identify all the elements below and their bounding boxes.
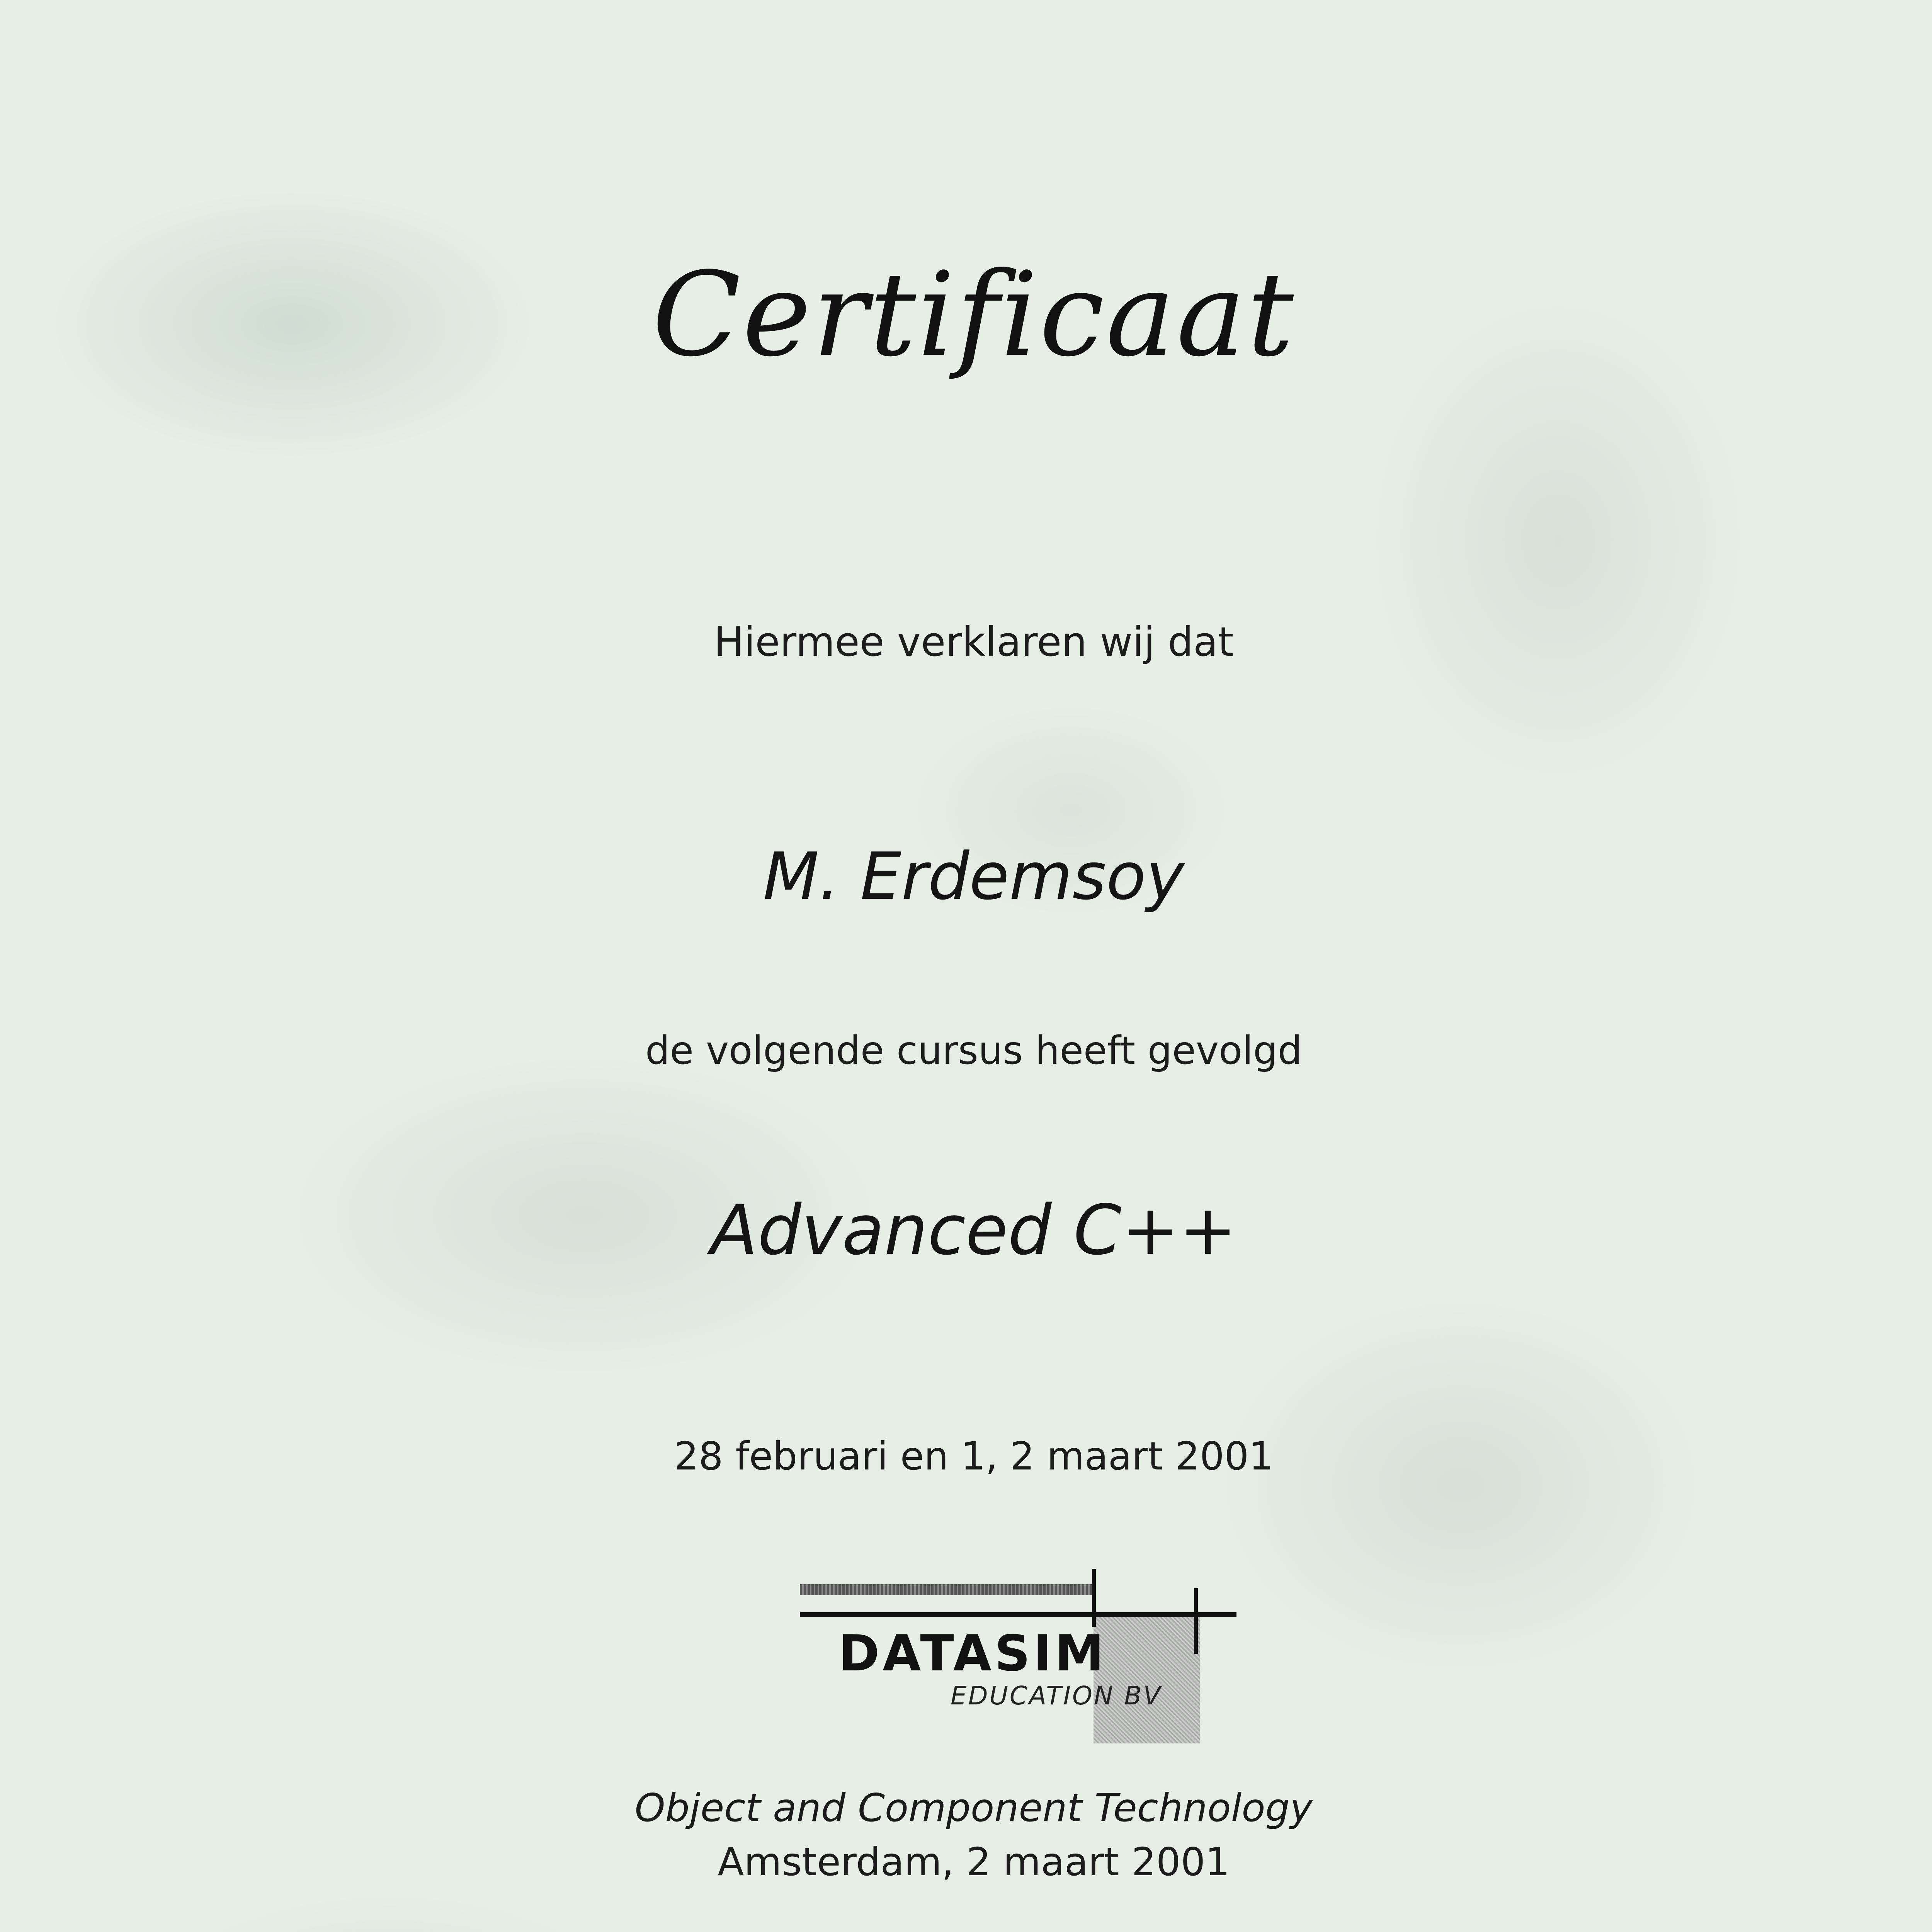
course-followed-text: de volgende cursus heeft gevolgd bbox=[645, 1028, 1302, 1073]
place-and-date: Amsterdam, 2 maart 2001 bbox=[718, 1839, 1230, 1884]
course-dates: 28 februari en 1, 2 maart 2001 bbox=[674, 1434, 1274, 1479]
logo-rule bbox=[800, 1612, 1236, 1617]
datasim-logo bbox=[800, 1561, 1248, 1723]
logo-subtitle: EDUCATION BV bbox=[951, 1681, 1162, 1711]
logo-tick bbox=[1194, 1588, 1198, 1654]
logo-tick bbox=[1092, 1569, 1096, 1627]
certificate-title: Certificaat bbox=[652, 247, 1296, 382]
intro-text: Hiermee verklaren wij dat bbox=[714, 618, 1234, 665]
recipient-name: M. Erdemsoy bbox=[763, 838, 1185, 914]
logo-brand: DATASIM bbox=[838, 1625, 1107, 1682]
course-name: Advanced C++ bbox=[711, 1190, 1237, 1270]
issuer-tagline: Object and Component Technology bbox=[634, 1785, 1313, 1830]
logo-shaded-block bbox=[1094, 1616, 1200, 1743]
logo-hatched-bar bbox=[800, 1584, 1094, 1595]
